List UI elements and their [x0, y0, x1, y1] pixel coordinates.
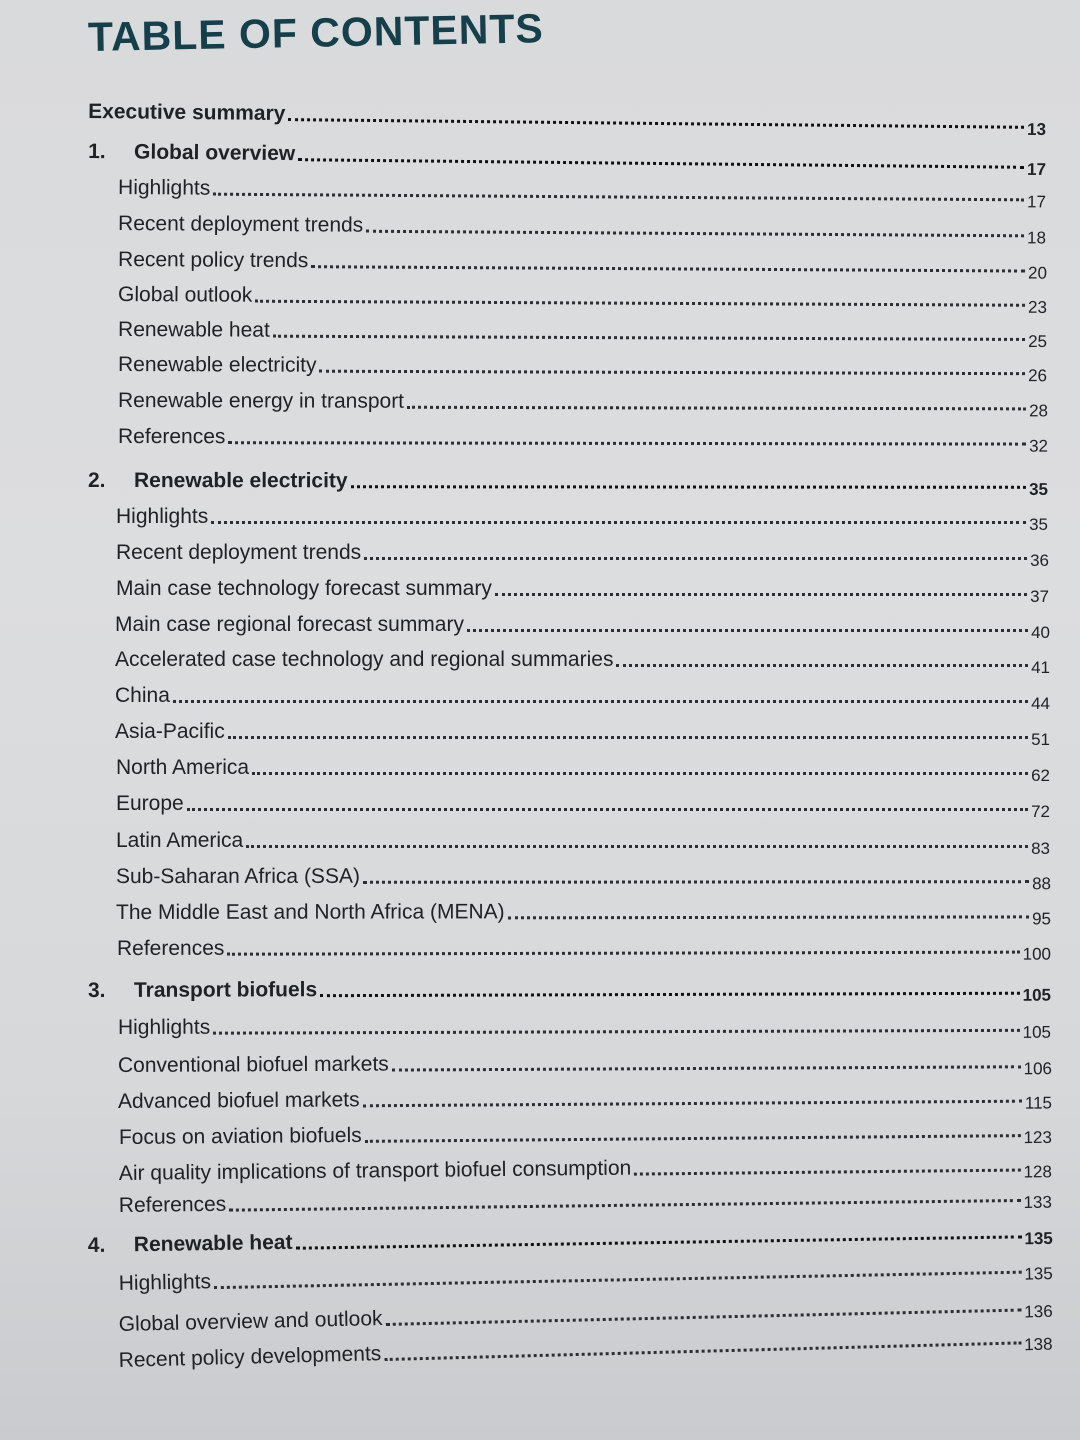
page-title: TABLE OF CONTENTS [87, 5, 545, 60]
toc-entry-label: Main case technology forecast summary [116, 577, 492, 600]
toc-entry-label: Transport biofuels [133, 978, 318, 1002]
dot-leader [320, 992, 1019, 997]
toc-entry [116, 786, 1050, 821]
toc-entry-label: North America [116, 756, 250, 779]
toc-entry-label: China [115, 684, 170, 707]
toc-entry-page-number: 100 [1022, 944, 1052, 964]
toc-entry-label: Highlights [118, 1270, 212, 1296]
toc-entry-page-number: 138 [1023, 1334, 1053, 1355]
dot-leader [298, 158, 1024, 169]
dot-leader [227, 951, 1019, 956]
toc-entry-page-number: 105 [1022, 1022, 1052, 1042]
dot-leader [173, 700, 1028, 703]
toc-entry-page-number: 128 [1023, 1162, 1053, 1182]
toc-entry [88, 463, 1049, 499]
dot-leader [365, 1134, 1021, 1143]
toc-entry-page-number: 17 [1026, 159, 1047, 180]
dot-leader [634, 1169, 1020, 1176]
toc-entry [118, 347, 1048, 386]
dot-leader [296, 1235, 1022, 1249]
toc-entry-page-number: 105 [1022, 985, 1052, 1005]
toc-entry [118, 242, 1048, 283]
toc-entry [118, 1077, 1052, 1114]
toc-entry [88, 94, 1047, 140]
dot-leader [288, 118, 1024, 129]
toc-entry [115, 607, 1050, 642]
dot-leader [187, 808, 1028, 811]
toc-entry-label: Sub-Saharan Africa (SSA) [115, 864, 360, 888]
toc-entry-label: Recent deployment trends [116, 541, 362, 564]
dot-leader [311, 265, 1025, 272]
toc-entry [118, 277, 1048, 317]
toc-entry-label: Highlights [117, 1015, 211, 1039]
toc-entry [118, 383, 1049, 421]
toc-entry-page-number: 23 [1028, 297, 1048, 317]
toc-entry-page-number: 32 [1029, 436, 1049, 456]
toc-entry [115, 858, 1052, 894]
dot-leader [508, 915, 1029, 919]
toc-entry-page-number: 133 [1023, 1192, 1052, 1212]
toc-entry-label: Asia-Pacific [115, 720, 225, 743]
toc-entry [119, 1112, 1052, 1150]
toc-entry-number: 2. [88, 469, 106, 493]
toc-entry-label: The Middle East and North Africa (MENA) [115, 900, 505, 924]
dot-leader [363, 1100, 1022, 1108]
toc-entry-page-number: 115 [1024, 1093, 1053, 1113]
toc-entry-page-number: 18 [1027, 228, 1047, 248]
toc-entry [116, 571, 1049, 606]
dot-leader [213, 193, 1024, 202]
dot-leader [246, 845, 1028, 848]
dot-leader [392, 1065, 1021, 1071]
dot-leader [273, 335, 1025, 341]
toc-entry-page-number: 28 [1029, 401, 1049, 421]
toc-entry-page-number: 88 [1032, 874, 1052, 894]
toc-entry [118, 170, 1047, 212]
toc-entry-page-number: 135 [1024, 1228, 1053, 1249]
toc-entry-label: Highlights [118, 176, 211, 200]
toc-entry-page-number: 13 [1026, 119, 1047, 140]
toc-entry-label: Accelerated case technology and regional summaries [115, 648, 614, 671]
toc-entry-page-number: 41 [1031, 658, 1050, 677]
toc-entry-label: Conventional biofuel markets [117, 1052, 389, 1077]
toc-entry-label: References [118, 425, 226, 449]
toc-entry [115, 714, 1050, 749]
dot-leader [366, 230, 1024, 238]
toc-entry-page-number: 20 [1028, 263, 1048, 283]
toc-entry-label: Europe [116, 792, 184, 815]
toc-entry-page-number: 26 [1028, 366, 1048, 386]
dot-leader [252, 772, 1028, 775]
toc-entry [118, 206, 1047, 248]
toc-entry [88, 970, 1051, 1003]
toc-entry-label: Global overview and outlook [118, 1307, 383, 1337]
dot-leader [467, 629, 1028, 632]
dot-leader [255, 300, 1025, 307]
toc-entry-page-number: 40 [1031, 623, 1050, 642]
dot-leader [213, 1029, 1019, 1035]
toc-entry-label: Air quality implications of transport biofuel consumption [118, 1156, 632, 1185]
toc-entry-label: Renewable electricity [134, 469, 348, 493]
toc-entry-page-number: 35 [1029, 479, 1049, 499]
dot-leader [214, 1271, 1021, 1289]
toc-entry-page-number: 37 [1030, 587, 1049, 606]
toc-entry [118, 1007, 1051, 1040]
toc-entry-number: 1. [88, 140, 106, 164]
toc-entry-label: Global overview [134, 140, 296, 166]
dot-leader [229, 1199, 1020, 1212]
toc-entry-label: Recent policy developments [118, 1342, 382, 1373]
dot-leader [351, 485, 1026, 489]
toc-entry-label: Renewable energy in transport [118, 389, 405, 413]
toc-entry-label: Renewable electricity [118, 353, 317, 377]
dot-leader [228, 441, 1026, 445]
toc-entry-label: Highlights [116, 505, 209, 528]
toc-entry-page-number: 95 [1032, 909, 1052, 929]
toc-entry [118, 419, 1049, 456]
toc-entry [116, 823, 1050, 858]
dot-leader [228, 736, 1028, 739]
dot-leader [616, 664, 1028, 667]
toc-entry-page-number: 17 [1027, 192, 1047, 212]
toc-entry-page-number: 72 [1031, 802, 1050, 821]
dot-leader [495, 593, 1027, 596]
dot-leader [211, 521, 1026, 524]
toc-entry-label: Advanced biofuel markets [117, 1088, 360, 1113]
toc-entry-number: 3. [87, 978, 106, 1002]
dot-leader [364, 557, 1027, 560]
toc-entry-page-number: 51 [1031, 730, 1050, 749]
toc-entry-label: References [116, 936, 225, 960]
toc-entry-label: Recent deployment trends [118, 212, 364, 237]
dot-leader [407, 406, 1026, 411]
toc-entry-page-number: 135 [1024, 1264, 1053, 1284]
toc-entry-page-number: 83 [1031, 839, 1050, 858]
toc-entry [116, 750, 1050, 785]
toc-entry-label: Global outlook [118, 283, 253, 307]
toc-entry-number: 4. [87, 1233, 106, 1258]
toc-entry-label: Focus on aviation biofuels [118, 1123, 362, 1149]
toc-entry-page-number: 36 [1030, 551, 1049, 570]
toc-entry-label: Renewable heat [133, 1230, 293, 1257]
dot-leader [319, 370, 1025, 375]
toc-entry-label: Recent policy trends [118, 248, 309, 273]
toc-entry [88, 134, 1047, 180]
toc-entry-page-number: 25 [1028, 331, 1048, 352]
dot-leader [384, 1341, 1021, 1361]
toc-entry-page-number: 44 [1031, 694, 1050, 713]
toc-entry-label: References [118, 1192, 227, 1218]
toc-entry-page-number: 106 [1023, 1059, 1053, 1079]
toc-entry [118, 312, 1048, 352]
toc-entry [115, 893, 1052, 929]
toc-entry [115, 678, 1050, 713]
toc-entry-label: Main case regional forecast summary [115, 613, 464, 636]
dot-leader [363, 880, 1029, 884]
toc-entry [115, 642, 1050, 677]
toc-entry-page-number: 35 [1029, 515, 1048, 534]
toc-entry-page-number: 136 [1024, 1301, 1053, 1322]
toc-entry [116, 499, 1048, 534]
toc-entry-page-number: 62 [1031, 766, 1050, 785]
toc-entry-label: Executive summary [88, 100, 286, 126]
toc-entry [116, 535, 1049, 570]
toc-entry-label: Latin America [116, 829, 244, 852]
toc-entry [118, 1043, 1052, 1078]
toc-entry [116, 929, 1052, 964]
toc-entry-label: Renewable heat [118, 318, 270, 342]
toc-entry-page-number: 123 [1023, 1127, 1053, 1148]
